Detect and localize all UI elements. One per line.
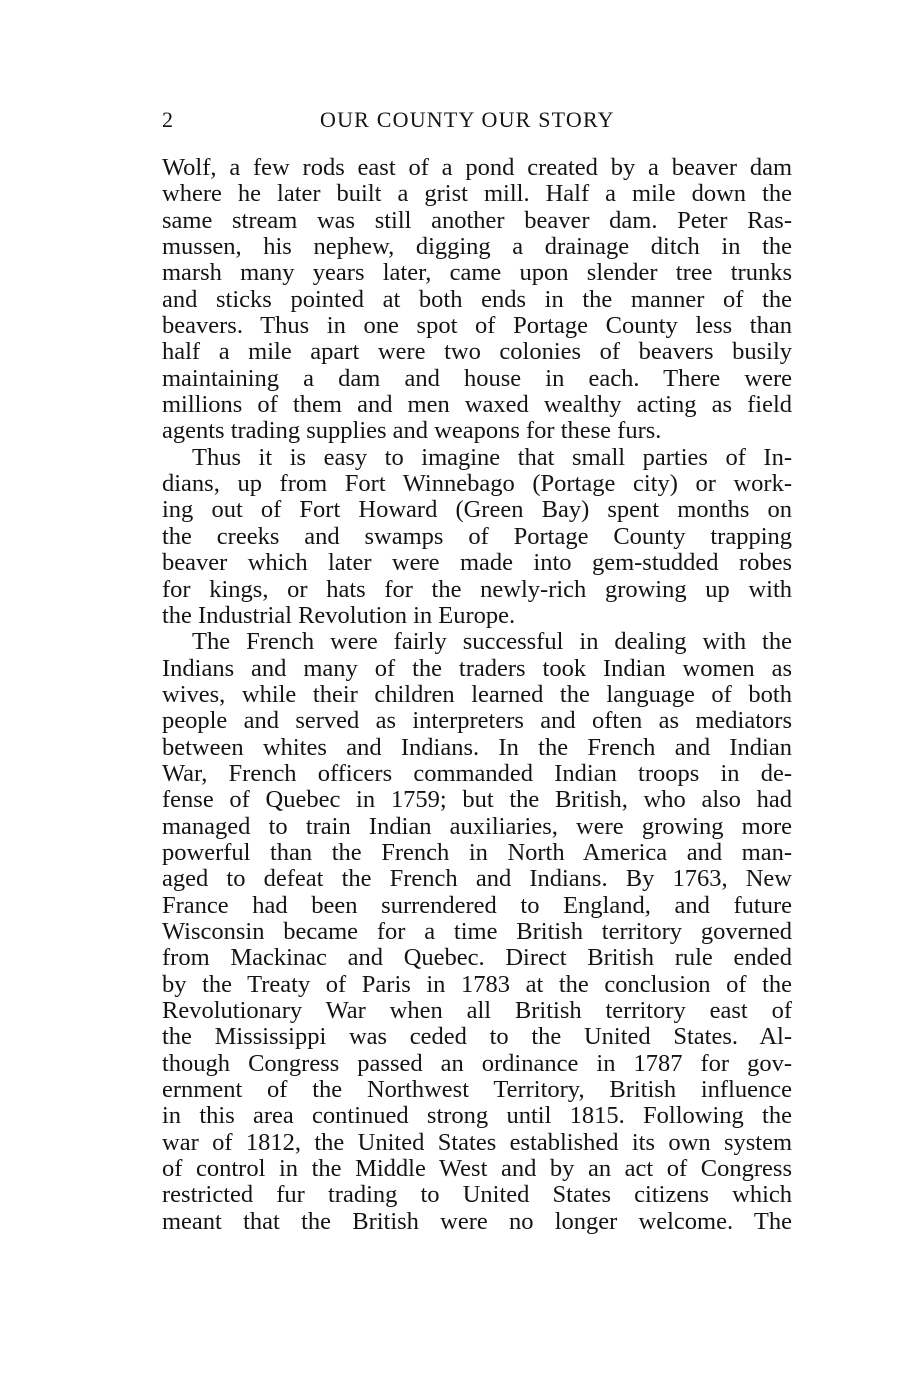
- text-line: beavers. Thus in one spot of Portage County less than: [162, 312, 792, 340]
- text-line: dians, up from Fort Winnebago (Portage city) or work-: [162, 470, 792, 498]
- text-line: and sticks pointed at both ends in the manner of the: [162, 285, 792, 313]
- text-line: from Mackinac and Quebec. Direct British rule ended: [162, 944, 792, 972]
- text-line: Wisconsin became for a time British territory governed: [162, 917, 792, 945]
- text-line: people and served as interpreters and often as mediators: [162, 707, 792, 735]
- text-line: the Mississippi was ceded to the United States. Al-: [162, 1023, 792, 1051]
- text-line: fense of Quebec in 1759; but the British, who also had: [162, 786, 792, 814]
- page-number: 2: [162, 107, 173, 132]
- text-line: managed to train Indian auxiliaries, were growing more: [162, 812, 792, 840]
- text-line: Wolf, a few rods east of a pond created by a beaver dam: [162, 154, 792, 181]
- text-line: war of 1812, the United States established its own system: [162, 1128, 792, 1156]
- text-line: Thus it is easy to imagine that small parties of In-: [192, 443, 792, 471]
- text-line: The French were fairly successful in dealing with the: [192, 628, 792, 656]
- text-line: powerful than the French in North America and man-: [162, 838, 792, 866]
- paragraph: [162, 445, 792, 629]
- body-text: [162, 155, 792, 1235]
- text-line: War, French officers commanded Indian troops in de-: [162, 759, 792, 787]
- text-line: between whites and Indians. In the French and Indian: [162, 733, 792, 761]
- text-line: France had been surrendered to England, and future: [162, 891, 792, 919]
- paragraph: [162, 155, 792, 445]
- text-line: ing out of Fort Howard (Green Bay) spent months on: [162, 496, 792, 524]
- text-line: mussen, his nephew, digging a drainage ditch in the: [162, 233, 792, 261]
- text-line: agents trading supplies and weapons for these furs.: [162, 417, 662, 445]
- text-line: Indians and many of the traders took Indian women as: [162, 654, 792, 682]
- text-line: half a mile apart were two colonies of beavers busily: [162, 338, 792, 366]
- text-line: beaver which later were made into gem-studded robes: [162, 549, 792, 577]
- text-line: meant that the British were no longer welcome. The: [162, 1207, 792, 1235]
- text-line: the Industrial Revolution in Europe.: [162, 601, 516, 629]
- text-line: same stream was still another beaver dam. Peter Ras-: [162, 206, 792, 234]
- text-line: Revolutionary War when all British territory east of: [162, 997, 792, 1024]
- text-line: aged to defeat the French and Indians. By 1763, New: [162, 865, 792, 893]
- paragraph: [162, 629, 792, 1235]
- text-line: restricted fur trading to United States citizens which: [162, 1181, 792, 1209]
- running-title: OUR COUNTY OUR STORY: [320, 107, 615, 132]
- text-line: though Congress passed an ordinance in 1787 for gov-: [162, 1049, 792, 1077]
- text-line: the creeks and swamps of Portage County trapping: [162, 522, 792, 550]
- text-line: of control in the Middle West and by an act of Congress: [162, 1155, 792, 1183]
- page-header: [162, 103, 792, 137]
- text-line: in this area continued strong until 1815. Following the: [162, 1102, 792, 1130]
- text-line: for kings, or hats for the newly-rich growing up with: [162, 575, 792, 603]
- text-line: ernment of the Northwest Territory, British influence: [162, 1076, 792, 1104]
- text-line: where he later built a grist mill. Half a mile down the: [162, 180, 792, 208]
- text-line: wives, while their children learned the language of both: [162, 680, 792, 708]
- text-line: marsh many years later, came upon slender tree trunks: [162, 259, 792, 287]
- text-line: maintaining a dam and house in each. There were: [162, 364, 792, 392]
- text-line: millions of them and men waxed wealthy acting as field: [162, 391, 792, 419]
- text-line: by the Treaty of Paris in 1783 at the conclusion of the: [162, 970, 792, 998]
